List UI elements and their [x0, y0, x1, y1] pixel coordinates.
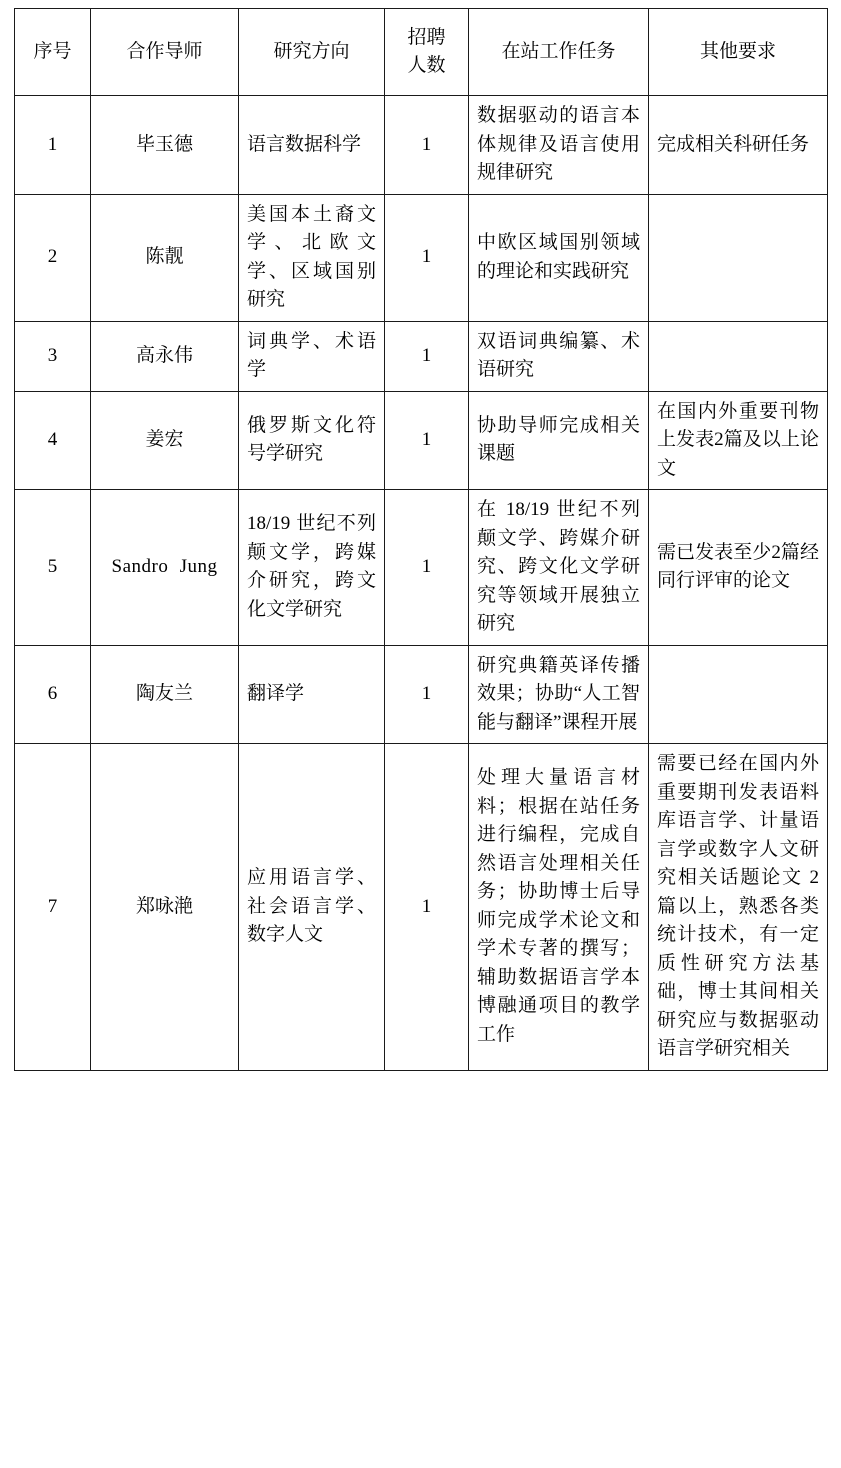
cell-tasks: 处理大量语言材料；根据在站任务进行编程，完成自然语言处理相关任务；协助博士后导师完成学术论文和学术专著的撰写；辅助数据语言学本博融通项目的教学工作 [469, 744, 649, 1071]
cell-research-area: 美国本土裔文学、北欧文学、区域国别研究 [239, 194, 385, 321]
cell-headcount: 1 [385, 645, 469, 744]
table-row [15, 194, 828, 321]
header-advisor: 合作导师 [91, 9, 239, 96]
cell-other [649, 194, 828, 321]
cell-headcount: 1 [385, 490, 469, 646]
table-row [15, 96, 828, 195]
table-row [15, 490, 828, 646]
header-research-area: 研究方向 [239, 9, 385, 96]
cell-headcount: 1 [385, 744, 469, 1071]
table-row [15, 321, 828, 391]
table-row [15, 645, 828, 744]
cell-index: 1 [15, 96, 91, 195]
cell-other: 需要已经在国内外重要期刊发表语料库语言学、计量语言学或数字人文研究相关话题论文 2 篇以上，熟悉各类统计技术，有一定质性研究方法基础，博士其间相关研究应与数据驱动语言学研究相关 [649, 744, 828, 1071]
cell-headcount: 1 [385, 391, 469, 490]
cell-research-area: 俄罗斯文化符号学研究 [239, 391, 385, 490]
cell-index: 6 [15, 645, 91, 744]
table-row [15, 744, 828, 1071]
header-headcount-line1: 招聘 [407, 26, 446, 48]
table-header [15, 9, 828, 96]
cell-advisor: 陈靓 [91, 194, 239, 321]
header-tasks: 在站工作任务 [469, 9, 649, 96]
header-headcount [385, 9, 469, 96]
cell-other: 在国内外重要刊物上发表2篇及以上论文 [649, 391, 828, 490]
cell-advisor: 陶友兰 [91, 645, 239, 744]
cell-advisor: 郑咏滟 [91, 744, 239, 1071]
cell-advisor: 姜宏 [91, 391, 239, 490]
header-other: 其他要求 [649, 9, 828, 96]
header-headcount-line2: 人数 [407, 55, 446, 76]
table-body [15, 96, 828, 1071]
cell-index: 4 [15, 391, 91, 490]
cell-tasks: 在 18/19 世纪不列颠文学、跨媒介研究、跨文化文学研究等领域开展独立研究 [469, 490, 649, 646]
cell-other [649, 645, 828, 744]
cell-index: 3 [15, 321, 91, 391]
cell-tasks: 协助导师完成相关课题 [469, 391, 649, 490]
cell-tasks: 研究典籍英译传播效果；协助“人工智能与翻译”课程开展 [469, 645, 649, 744]
cell-tasks: 双语词典编纂、术语研究 [469, 321, 649, 391]
cell-other: 需已发表至少2篇经同行评审的论文 [649, 490, 828, 646]
cell-index: 5 [15, 490, 91, 646]
cell-headcount: 1 [385, 194, 469, 321]
postdoc-recruitment-table [14, 8, 828, 1071]
cell-tasks: 数据驱动的语言本体规律及语言使用规律研究 [469, 96, 649, 195]
cell-research-area: 词典学、术语学 [239, 321, 385, 391]
cell-other: 完成相关科研任务 [649, 96, 828, 195]
cell-research-area: 翻译学 [239, 645, 385, 744]
table-header-row [15, 9, 828, 96]
cell-other [649, 321, 828, 391]
cell-index: 2 [15, 194, 91, 321]
cell-research-area: 语言数据科学 [239, 96, 385, 195]
cell-research-area: 应用语言学、社会语言学、数字人文 [239, 744, 385, 1071]
cell-headcount: 1 [385, 96, 469, 195]
cell-headcount: 1 [385, 321, 469, 391]
cell-advisor: 毕玉德 [91, 96, 239, 195]
cell-tasks: 中欧区域国别领域的理论和实践研究 [469, 194, 649, 321]
header-index: 序号 [15, 9, 91, 96]
cell-advisor: Sandro Jung [91, 490, 239, 646]
cell-research-area: 18/19 世纪不列颠文学，跨媒介研究，跨文化文学研究 [239, 490, 385, 646]
cell-index: 7 [15, 744, 91, 1071]
table-row [15, 391, 828, 490]
cell-advisor: 高永伟 [91, 321, 239, 391]
